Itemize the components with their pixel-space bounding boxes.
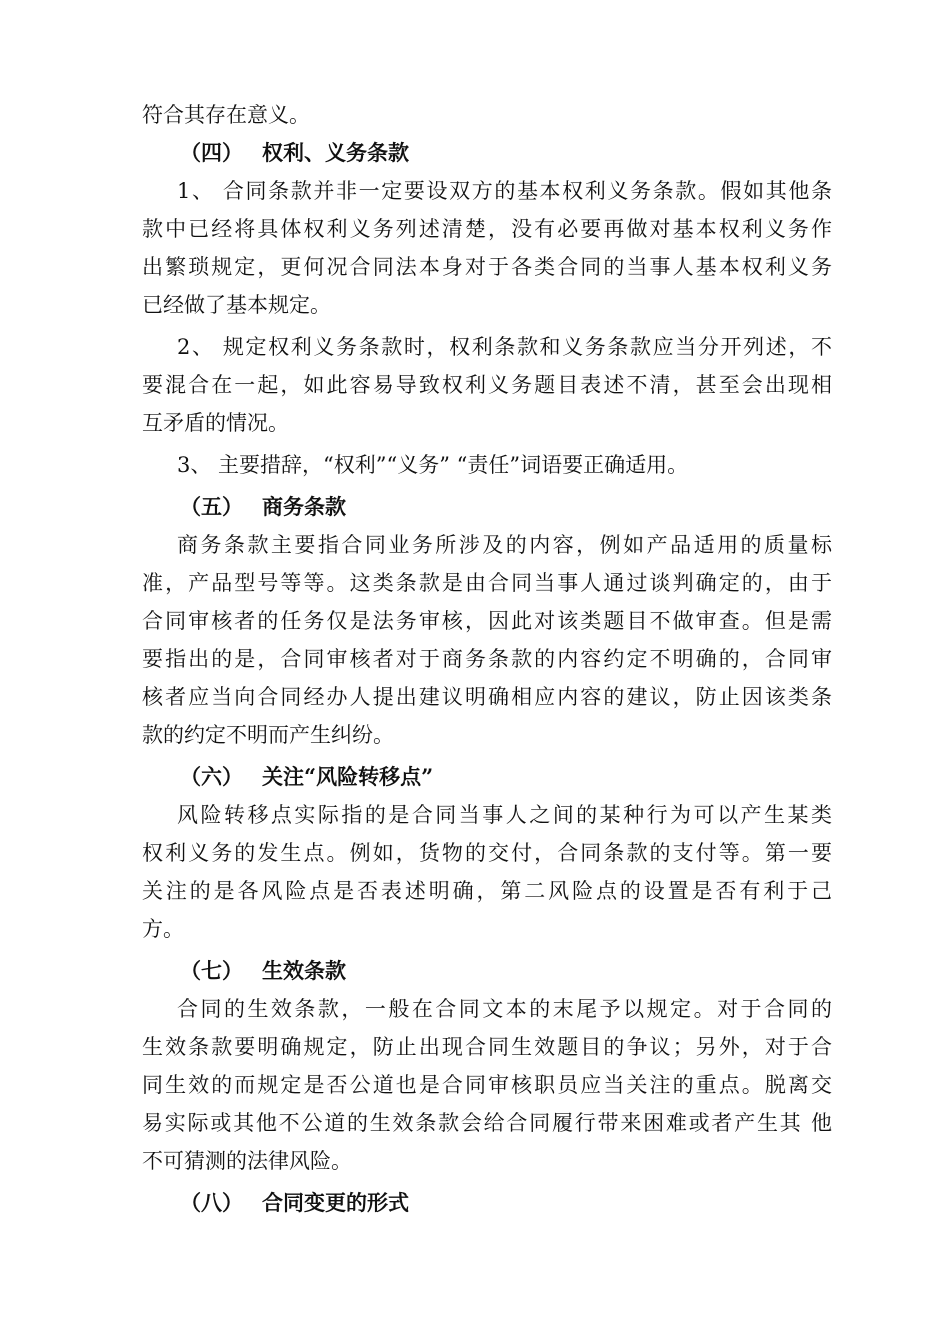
document-page bbox=[142, 96, 832, 1222]
paragraph bbox=[142, 990, 832, 1180]
section-title: 权利、义务条款 bbox=[262, 140, 409, 165]
section-number: （八） bbox=[180, 1190, 243, 1215]
text-line: 权利义务的发生点。例如，货物的交付，合同条款的支付等。第一要 bbox=[142, 841, 832, 865]
text-line: 要混合在一起，如此容易导致权利义务题目表述不清，甚至会出现相 bbox=[142, 373, 832, 397]
text-line: 互矛盾的情况。 bbox=[142, 411, 289, 435]
paragraph bbox=[142, 796, 832, 948]
text-line: 方。 bbox=[142, 917, 184, 941]
section-number: （五） bbox=[180, 494, 243, 519]
text-line: 1、 合同条款并非一定要设双方的基本权利义务条款。假如其他条 bbox=[177, 179, 832, 203]
section-heading-6 bbox=[142, 758, 832, 796]
text-line: 不可猜测的法律风险。 bbox=[142, 1149, 352, 1173]
section-heading-7 bbox=[142, 952, 832, 990]
section-title: 生效条款 bbox=[262, 958, 346, 983]
text-line: 合同审核者的任务仅是法务审核，因此对该类题目不做审查。但是需 bbox=[142, 609, 832, 633]
text-line: 生效条款要明确规定，防止出现合同生效题目的争议；另外，对于合 bbox=[142, 1035, 832, 1059]
section-number: （七） bbox=[180, 958, 243, 983]
paragraph bbox=[142, 172, 832, 324]
section-heading-5 bbox=[142, 488, 832, 526]
section-heading-4 bbox=[142, 134, 832, 172]
section-title: 商务条款 bbox=[262, 494, 346, 519]
text-line: 已经做了基本规定。 bbox=[142, 293, 331, 317]
section-heading-8 bbox=[142, 1184, 832, 1222]
paragraph bbox=[142, 526, 832, 754]
text-line: 易实际或其他不公道的生效条款会给合同履行带来困难或者产生其 他 bbox=[142, 1111, 832, 1135]
text-line: 合同的生效条款，一般在合同文本的末尾予以规定。对于合同的 bbox=[177, 997, 832, 1021]
text-line: 款的约定不明而产生纠纷。 bbox=[142, 723, 394, 747]
text-line: 同生效的而规定是否公道也是合同审核职员应当关注的重点。脱离交 bbox=[142, 1073, 832, 1097]
text-line: 关注的是各风险点是否表述明确，第二风险点的设置是否有利于己 bbox=[142, 879, 832, 903]
intro-line: 符合其存在意义。 bbox=[142, 103, 310, 127]
text-line: 要指出的是，合同审核者对于商务条款的内容约定不明确的，合同审 bbox=[142, 647, 832, 671]
text-line: 风险转移点实际指的是合同当事人之间的某种行为可以产生某类 bbox=[177, 803, 832, 827]
text-line: 3、 主要措辞，“权利”“义务” “责任”词语要正确适用。 bbox=[177, 453, 689, 477]
text-line: 2、 规定权利义务条款时，权利条款和义务条款应当分开列述，不 bbox=[177, 335, 832, 359]
section-title: 合同变更的形式 bbox=[262, 1190, 409, 1215]
text-line: 准，产品型号等等。这类条款是由合同当事人通过谈判确定的，由于 bbox=[142, 571, 832, 595]
text-line: 商务条款主要指合同业务所涉及的内容，例如产品适用的质量标 bbox=[177, 533, 832, 557]
section-number: （六） bbox=[180, 764, 243, 789]
section-number: （四） bbox=[180, 140, 243, 165]
section-title: 关注“风险转移点” bbox=[262, 764, 434, 789]
paragraph bbox=[142, 328, 832, 442]
text-line: 核者应当向合同经办人提出建议明确相应内容的建议，防止因该类条 bbox=[142, 685, 832, 709]
paragraph bbox=[142, 446, 832, 484]
text-line: 出繁琐规定，更何况合同法本身对于各类合同的当事人基本权利义务 bbox=[142, 255, 832, 279]
text-line: 款中已经将具体权利义务列述清楚，没有必要再做对基本权利义务作 bbox=[142, 217, 832, 241]
